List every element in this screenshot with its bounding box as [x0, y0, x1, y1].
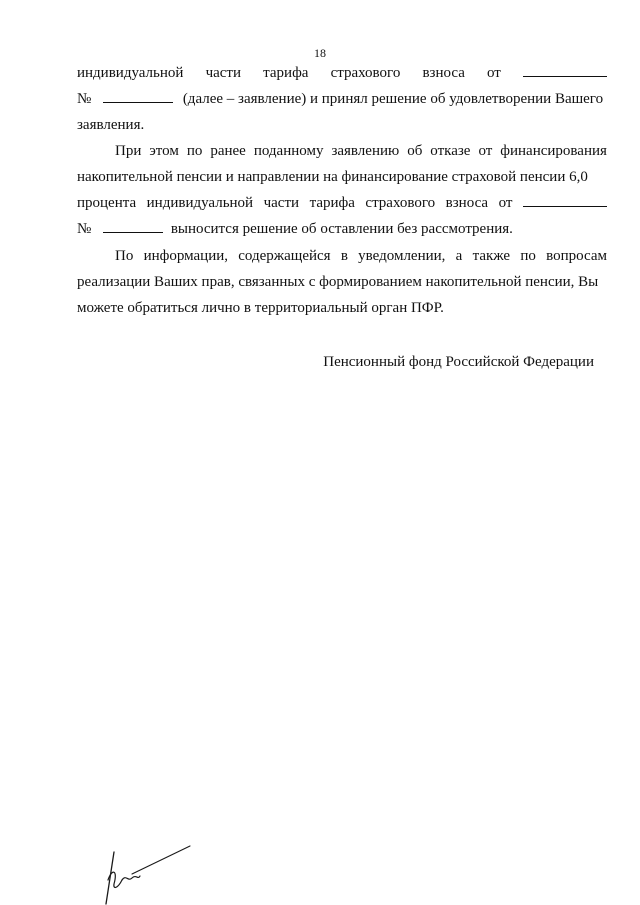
word: от — [487, 65, 501, 81]
number-blank-field — [103, 88, 173, 103]
word: уведомлении, — [358, 248, 446, 264]
word: ранее — [210, 143, 246, 159]
number-blank-field — [103, 218, 163, 233]
word: по — [520, 248, 536, 264]
word: тарифа — [309, 195, 355, 211]
word: взноса — [422, 65, 465, 81]
paragraph-2 — [77, 138, 607, 242]
word: тарифа — [263, 65, 309, 81]
paragraph-1-line-1 — [77, 60, 607, 86]
paragraph-2-line-3 — [77, 190, 607, 216]
word: По — [115, 248, 134, 264]
word: страхового — [365, 195, 436, 211]
word: заявлению — [331, 143, 400, 159]
paragraph-2-line-1 — [77, 138, 607, 164]
word: части — [205, 65, 242, 81]
word: от — [478, 143, 493, 159]
word: также — [472, 248, 511, 264]
word: а — [455, 248, 463, 264]
paragraph-2-line-4 — [77, 216, 607, 242]
word: об — [407, 143, 423, 159]
word: финансирования — [500, 143, 607, 159]
page-number: 18 — [314, 46, 326, 60]
paragraph-3 — [77, 243, 607, 321]
paragraph-1 — [77, 60, 607, 138]
signature-organization: Пенсионный фонд Российской Федерации — [323, 354, 594, 370]
word: этом — [149, 143, 179, 159]
word: в — [340, 248, 348, 264]
word: индивидуальной — [77, 65, 184, 81]
word: содержащейся — [238, 248, 331, 264]
paragraph-3-line-3: можете обратиться лично в территориальный орган ПФР. — [77, 300, 444, 316]
word: взноса — [445, 195, 489, 211]
word: вопросам — [546, 248, 607, 264]
word: информации, — [143, 248, 229, 264]
paragraph-3-line-1 — [77, 243, 607, 269]
word: части — [263, 195, 300, 211]
paragraph-1-line-2 — [77, 86, 607, 112]
date-blank-field — [523, 62, 607, 77]
date-blank-field — [523, 192, 607, 207]
word: поданному — [253, 143, 324, 159]
paragraph-3-line-2: реализации Ваших прав, связанных с формированием накопительной пенсии, Вы — [77, 274, 599, 290]
paragraph-1-line-3: заявления. — [77, 117, 145, 133]
number-sign: № — [77, 221, 92, 237]
word: страхового — [330, 65, 401, 81]
handwritten-signature — [92, 840, 202, 905]
word: от — [498, 195, 513, 211]
text: (далее – заявление) и принял решение об удовлетворении Вашего — [182, 91, 604, 107]
word: отказе — [430, 143, 471, 159]
text: выносится решение об оставлении без рассмотрения. — [170, 221, 513, 237]
paragraph-2-line-2: накопительной пенсии и направлении на финансирование страховой пенсии 6,0 — [77, 169, 588, 185]
word: При — [115, 143, 142, 159]
number-sign: № — [77, 91, 92, 107]
word: процента — [77, 195, 137, 211]
word: по — [186, 143, 203, 159]
word: индивидуальной — [146, 195, 254, 211]
